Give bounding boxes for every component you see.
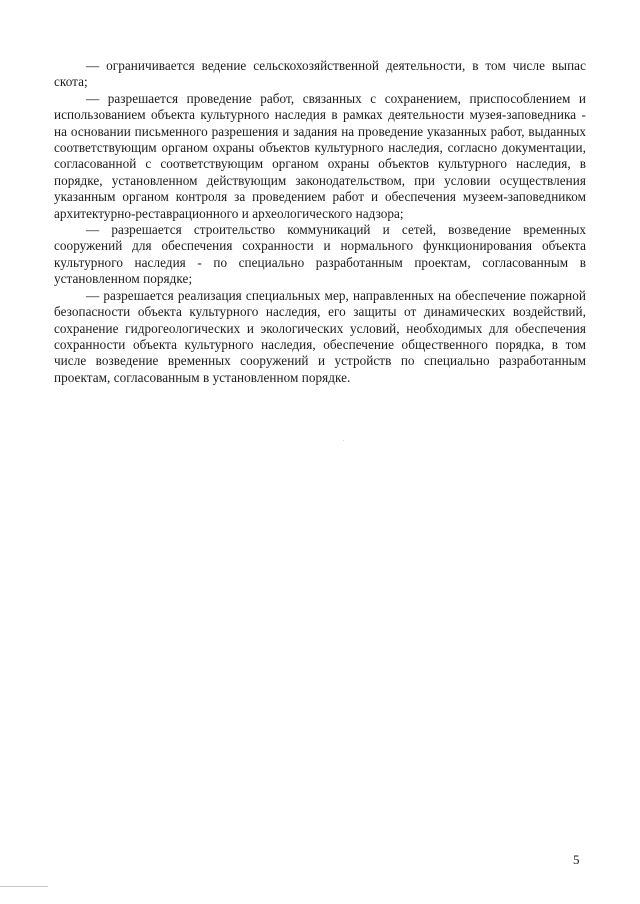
document-body [54, 58, 586, 386]
scan-speck [343, 440, 344, 441]
list-item-agriculture: — ограничивается ведение сельскохозяйственной деятельности, в том числе выпас скота; [54, 58, 586, 90]
list-item-conservation-works: — разрешается проведение работ, связанных с сохранением, приспособлением и использованием объекта культурного наследия в рамках деятельности музея-заповедника - на основании письменного разрешения и задания на проведение указанных работ, выданных соответствующим органом охраны объектов культурного наследия, согласно документации, согласованной с соответствующим органом охраны объектов культурного наследия, в порядке, установленном действующим законодательством, при условии осуществления указанным органом контроля за проведением работ и обеспечения музеем-заповедником архитектурно-реставрационного и археологического надзора; [54, 90, 586, 221]
page-number: 5 [573, 852, 580, 867]
scan-edge-mark [0, 886, 48, 887]
list-item-utilities-construction: — разрешается строительство коммуникаций и сетей, возведение временных сооружений для обеспечения сохранности и нормального функционирования объекта культурного наследия - по специально разработанным проектам, согласованным в установленном порядке; [54, 222, 586, 287]
list-item-safety-measures: — разрешается реализация специальных мер, направленных на обеспечение пожарной безопасности объекта культурного наследия, его защиты от динамических воздействий, сохранение гидрогеологических и экологических условий, необходимых для обеспечения сохранности объекта культурного наследия, обеспечение общественного порядка, в том числе возведение временных сооружений и устройств по специально разработанным проектам, согласованным в установленном порядке. [54, 287, 586, 385]
